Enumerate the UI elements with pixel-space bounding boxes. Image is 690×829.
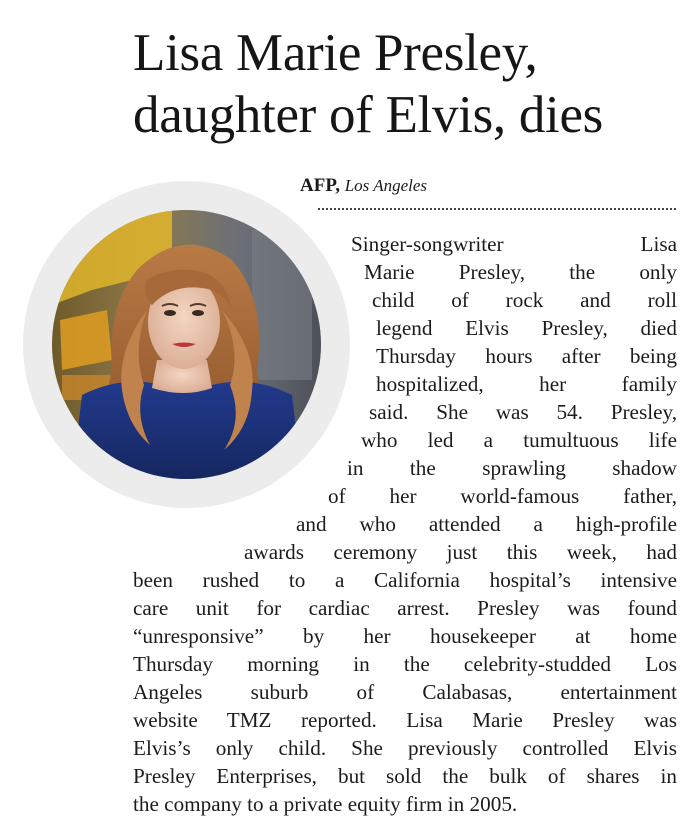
body-line: and who attended a high-profile [296,512,677,536]
portrait-illustration [52,210,321,479]
body-line: who led a tumultuous life [361,428,677,452]
portrait-photo [52,210,321,479]
byline-location: Los Angeles [344,176,428,195]
body-line: in the sprawling shadow [347,456,677,480]
body-line: website TMZ reported. Lisa Marie Presley was [133,708,677,732]
body-line: awards ceremony just this week, had [244,540,677,564]
body-line: Thursday morning in the celebrity-studded Los [133,652,677,676]
body-line: said. She was 54. Presley, [369,400,677,424]
body-line: hospitalized, her family [376,372,677,396]
byline-agency: AFP, [300,175,340,196]
body-line: child of rock and roll [372,288,677,312]
body-line: Elvis’s only child. She previously controlled Elvis [133,736,677,760]
body-line: Singer-songwriter Lisa [351,232,677,256]
body-line: been rushed to a California hospital’s intensive [133,568,677,592]
body-line: care unit for cardiac arrest. Presley was found [133,596,677,620]
body-line: Marie Presley, the only [364,260,677,284]
body-line: “unresponsive” by her housekeeper at home [133,624,677,648]
body-line: Presley Enterprises, but sold the bulk of shares in [133,764,677,788]
byline-divider [318,208,676,210]
headline-line-2: daughter of Elvis, dies [133,86,603,144]
body-line: of her world-famous father, [328,484,677,508]
body-line: the company to a private equity firm in 2005. [133,792,518,816]
body-line: Angeles suburb of Calabasas, entertainment [133,680,677,704]
body-line: legend Elvis Presley, died [376,316,677,340]
headline-line-1: Lisa Marie Presley, [133,24,538,82]
byline [300,174,427,198]
body-line: Thursday hours after being [376,344,677,368]
headline [133,22,683,146]
